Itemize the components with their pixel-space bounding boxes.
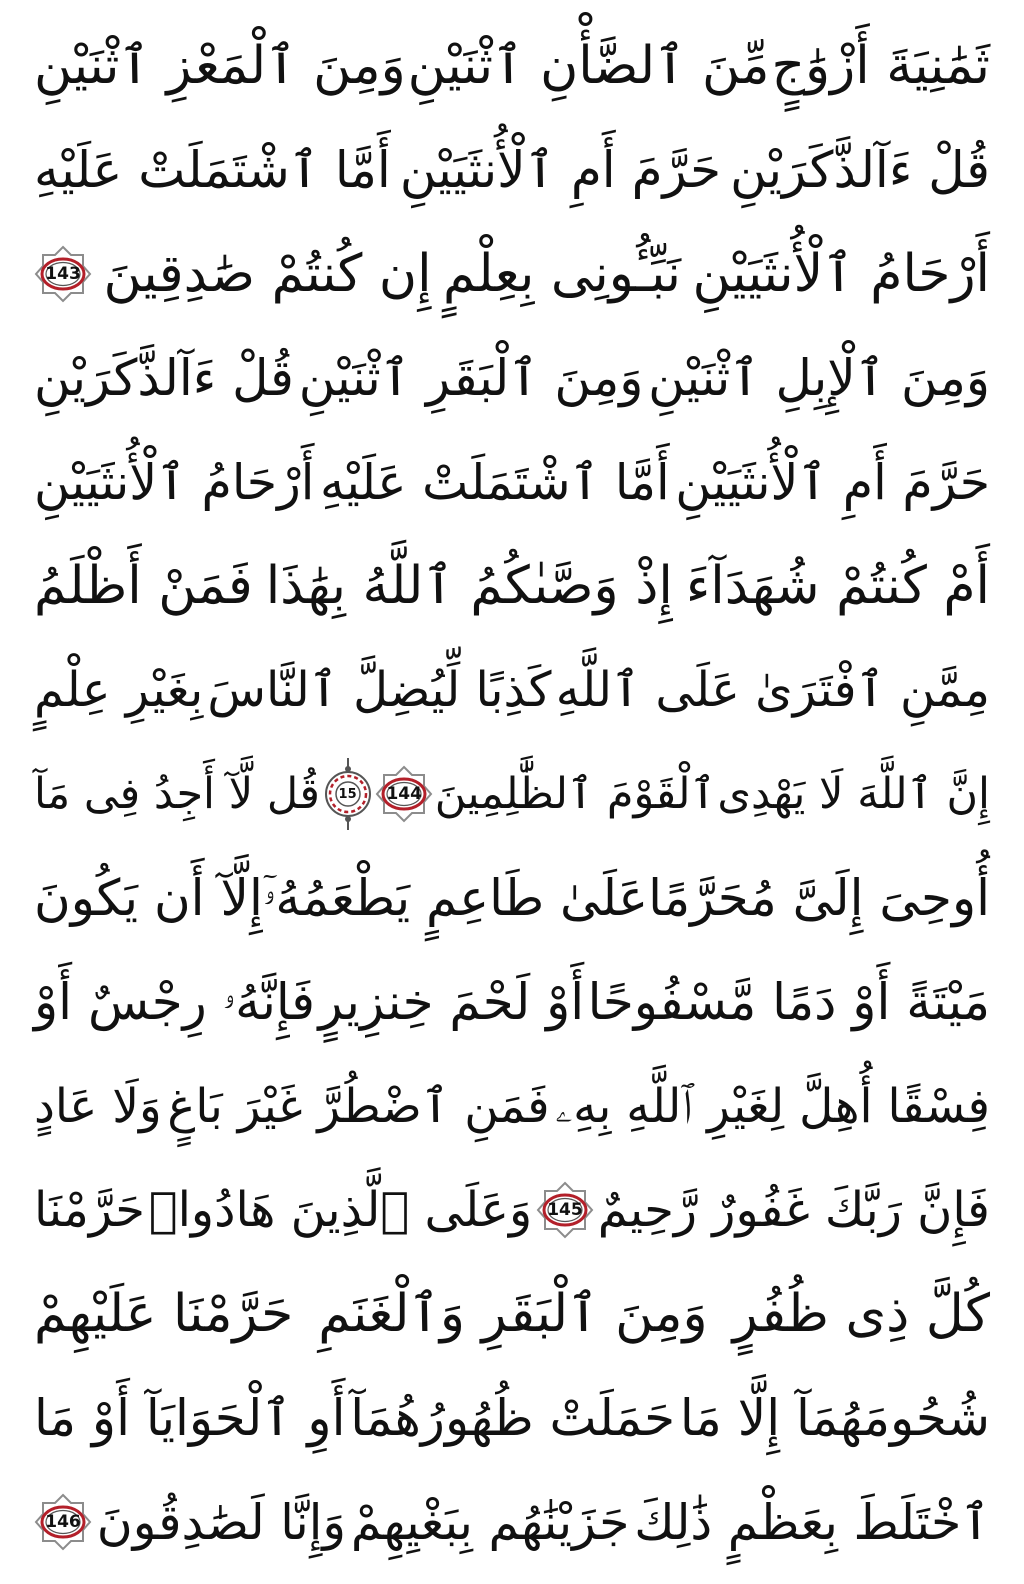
verse-text: قُلْ ءَآلذَّكَرَيْنِ [34,349,294,407]
verse-text: حَمَلَتْ ظُهُورُهُمَآ [350,1389,675,1447]
ayah-number-marker [536,1181,594,1239]
ayah-number-marker [375,765,433,823]
verse-line [34,1158,990,1262]
ayah-number-marker [34,1493,92,1551]
verse-text: فَإِنَّهُۥ رِجْسٌ أَوْ [34,973,315,1031]
verse-line [34,326,990,430]
verse-text: حَرَّمْنَا عَلَيْهِمْ [34,1284,294,1344]
verse-text: أَوِ ٱلْحَوَايَآ أَوْ مَا [34,1389,346,1447]
verse-text: بِغَيْرِ عِلْمٍ [34,662,204,718]
verse-text: حَرَّمْنَا [34,1182,145,1238]
verse-text: حَرَّمَ أَمِ ٱلْأُنثَيَيْنِ [675,453,990,511]
verse-text: مَيْتَةً أَوْ دَمًا مَّسْفُوحًا [587,973,990,1031]
ayah-number: 144 [386,783,422,804]
verse-text: ٱلْقَوْمَ ٱلظَّٰلِمِينَ [434,768,716,819]
ayah-number: 145 [547,1199,583,1220]
verse-text: مِّنَ ٱلضَّأْنِ ٱثْنَيْنِ [407,36,770,96]
verse-text: وَمِنَ ٱلْبَقَرِ ٱثْنَيْنِ [298,349,644,407]
verse-line [34,14,990,118]
verse-line [34,950,990,1054]
ayah-number: 146 [45,1511,81,1532]
verse-line [34,1470,990,1574]
verse-line [34,430,990,534]
verse-text: فَإِنَّ رَبَّكَ غَفُورٌ رَّحِيمٌ [597,1182,990,1238]
verse-line [34,846,990,950]
verse-text: أَرْحَامُ ٱلْأُنثَيَيْنِ [34,453,315,511]
hizb-marker [322,757,374,831]
verse-text: أَرْحَامُ ٱلْأُنثَيَيْنِ [692,244,990,304]
verse-text: وَمِنَ ٱلْمَعْزِ ٱثْنَيْنِ [34,36,406,96]
verse-text: وَمِنَ ٱلْبَقَرِ وَٱلْغَنَمِ [318,1284,708,1344]
verse-line [34,1262,990,1366]
verse-text: إِنَّ ٱللَّهَ لَا يَهْدِى [717,768,990,819]
verse-text: فَمَنْ أَظْلَمُ [34,556,253,616]
verse-text: ٱخْتَلَطَ بِعَظْمٍ ذَٰلِكَ [634,1493,990,1551]
verse-text: فِسْقًا أُهِلَّ لِغَيْرِ ٱللَّهِ بِهِۦ [555,1078,990,1134]
verse-text: أَمَّا ٱشْتَمَلَتْ عَلَيْهِ [319,453,670,511]
verse-text: جَزَيْنَٰهُم بِبَغْيِهِمْ [350,1493,630,1551]
verse-text: فَمَنِ ٱضْطُرَّ غَيْرَ بَاغٍ [167,1078,550,1134]
verse-text: وَلَا عَادٍ [34,1078,162,1134]
verse-line [34,534,990,638]
verse-text: ثَمَٰنِيَةَ أَزْوَٰجٍ [771,36,990,96]
verse-text: أَمَّا ٱشْتَمَلَتْ عَلَيْهِ [34,141,391,199]
verse-text: أُوحِىَ إِلَىَّ مُحَرَّمًا [648,869,990,927]
verse-line [34,118,990,222]
ayah-number-marker [34,245,92,303]
verse-text: عَلَىٰ طَاعِمٍ يَطْعَمُهُۥٓ [262,869,649,927]
verse-text: قُلْ ءَآلذَّكَرَيْنِ [730,141,990,199]
verse-text: حَرَّمَ أَمِ ٱلْأُنثَيَيْنِ [399,141,722,199]
verse-text: أَوْ لَحْمَ خِنزِيرٍ [318,973,585,1031]
verse-text: كُلَّ ذِى ظُفُرٍ [732,1284,990,1344]
ayah-number: 143 [45,263,81,284]
verse-text: إِن كُنتُمْ صَٰدِقِينَ [103,244,432,304]
verse-text: وَإِنَّا لَصَٰدِقُونَ [96,1493,347,1551]
verse-text: قُل لَّآ أَجِدُ فِى مَآ [34,768,320,819]
verse-line [34,1054,990,1158]
verse-text: أَمْ كُنتُمْ شُهَدَآءَ [685,556,990,616]
verse-text: مِمَّنِ ٱفْتَرَىٰ عَلَى ٱللَّهِ [555,662,990,718]
verse-line [34,1366,990,1470]
verse-line [34,638,990,742]
verse-text: إِذْ وَصَّىٰكُمُ ٱللَّهُ بِهَٰذَا [265,556,673,616]
hizb-number: 15 [338,786,357,802]
verse-text: وَعَلَى ٱلَّذِينَ هَادُوا۟ [148,1182,533,1238]
verse-line [34,222,990,326]
verse-line [34,742,990,846]
verse-text: نَبِّـُٔونِى بِعِلْمٍ [443,244,681,304]
verse-text: كَذِبًا لِّيُضِلَّ ٱلنَّاسَ [207,662,552,718]
verse-text: شُحُومَهُمَآ إِلَّا مَا [679,1389,990,1447]
verse-text: وَمِنَ ٱلْإِبِلِ ٱثْنَيْنِ [648,349,990,407]
verse-text: إِلَّآ أَن يَكُونَ [33,869,263,927]
